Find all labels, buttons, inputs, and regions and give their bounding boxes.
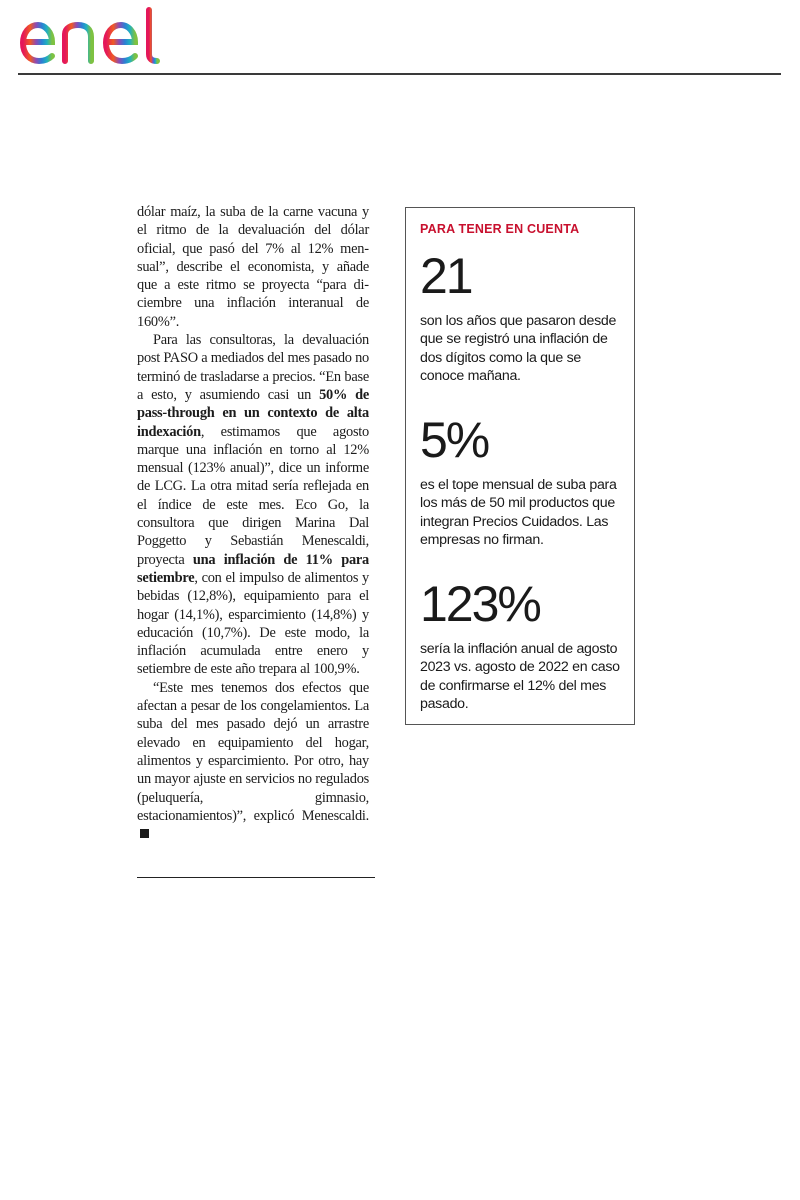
- sidebar-title: PARA TENER EN CUENTA: [420, 222, 580, 236]
- article-body: [137, 203, 369, 843]
- fact-number: 5%: [420, 412, 489, 468]
- end-mark-icon: [140, 829, 149, 838]
- article-end-rule: [137, 877, 375, 878]
- article-paragraph-1: dólar maíz, la suba de la carne vacuna y el ritmo de la devaluación del dólar oficial, que pasó del 7% al 12% mensual”, describe el economista, y añade que a este ritmo se proyecta “para diciembre una inflación interanual de 160%”.: [137, 204, 369, 330]
- fact-text: es el tope mensual de suba para los más de 50 mil productos que integran Precios Cuidados. Las empresas no firman.: [420, 477, 617, 548]
- fact-item: [420, 414, 625, 549]
- bold-phrase-inflation-setiembre: una inflación de 11% para setiembre: [137, 551, 370, 586]
- fact-text: son los años que pasaron desde que se registró una inflación de dos dígitos como la que se conoce mañana.: [420, 313, 617, 384]
- header-rule: [18, 73, 781, 75]
- fact-item: [420, 250, 625, 385]
- fact-item: [420, 578, 625, 713]
- bold-phrase-pass-through: 50% de pass-through en un contexto de alta indexación: [137, 386, 369, 440]
- fact-number: 123%: [420, 576, 540, 632]
- sidebar-box: [405, 207, 635, 725]
- enel-logo: [18, 4, 180, 68]
- article-paragraph-3: “Este mes tenemos dos efectos que afectan a pesar de los congelamientos. La suba del mes pasado dejó un arrastre elevado en equipamiento del hogar, alimentos y esparcimiento. Por otro, hay un mayor ajuste en servicios no regulados (peluquería, gimnasio, estacionamientos)”, explicó Menescaldi.: [137, 679, 369, 844]
- fact-number: 21: [420, 248, 472, 304]
- fact-text: sería la inflación anual de agosto 2023 vs. agosto de 2022 en caso de confirmarse el 12% del mes pasado.: [420, 641, 620, 712]
- article-paragraph-2: Para las consultoras, la devaluación post PASO a mediados del mes pasado no terminó de trasladarse a precios. “En base a esto, y asumiendo casi un 50% de pass-through en un contexto de alta indexación, estimamos que agosto marque una inflación en torno al 12% mensual (123% anual)”, dice un informe de LCG. La otra mitad sería reflejada en el índice de este mes. Eco Go, la consultora que dirigen Marina Dal Poggetto y Sebastián Menescaldi, proyecta una inflación de 11% para setiembre, con el impulso de alimentos y bebidas (12,8%), equipamiento para el hogar (14,1%), esparcimiento (14,8%) y educación (10,7%). De este modo, la inflación acumulada entre enero y setiembre de este año trepara al 100,9%.: [137, 332, 370, 678]
